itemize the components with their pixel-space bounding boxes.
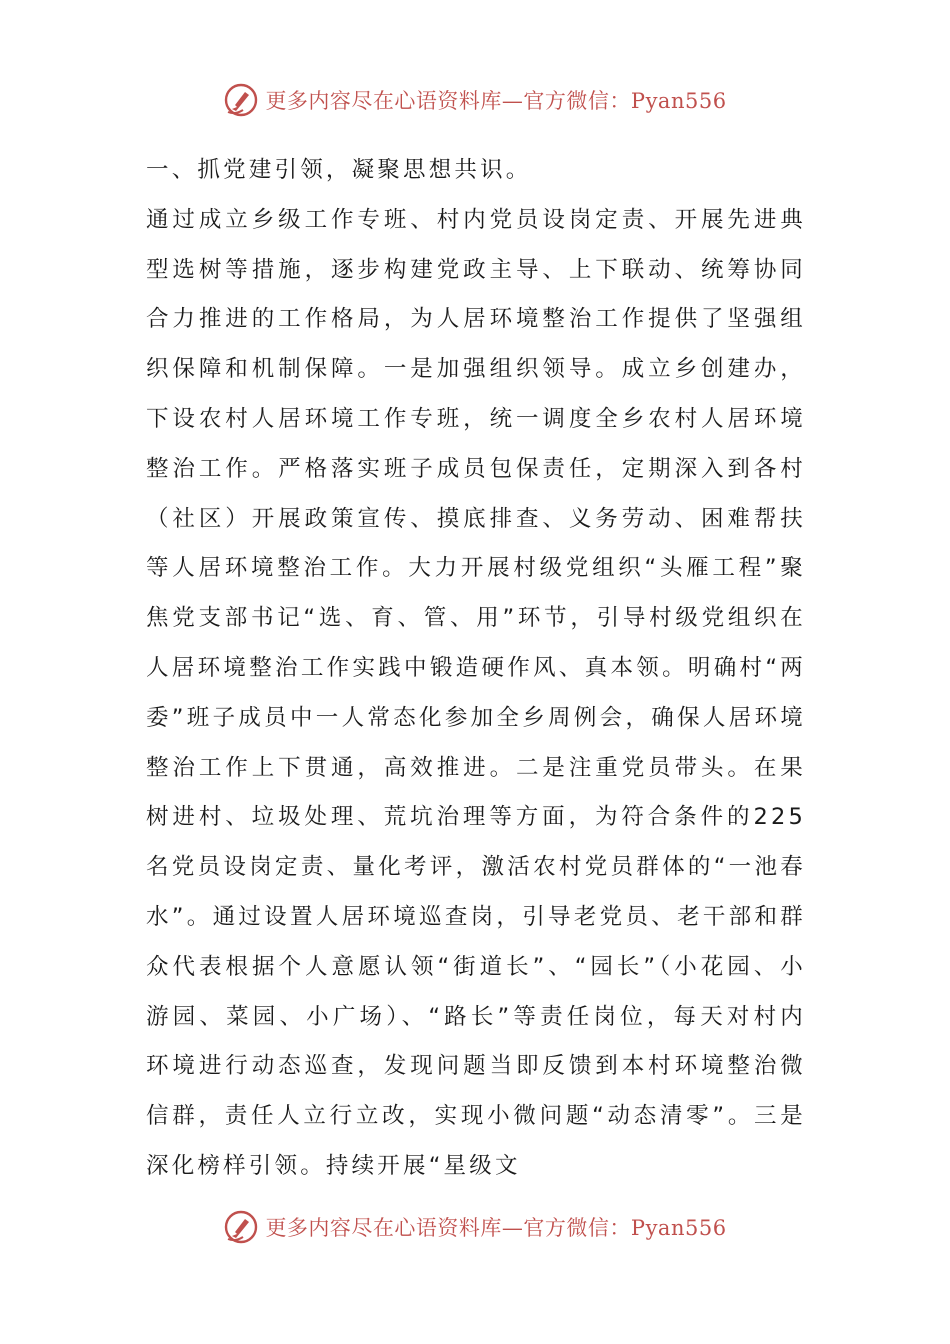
pen-nib-circle-icon	[223, 1209, 259, 1245]
footer-banner-text: 更多内容尽在心语资料库—官方微信：Pyan556	[265, 1216, 727, 1240]
header-banner-text: 更多内容尽在心语资料库—官方微信：Pyan556	[265, 89, 727, 113]
section-heading: 一、抓党建引领，凝聚思想共识。	[146, 157, 532, 183]
footer-banner	[0, 1209, 950, 1245]
body-paragraph: 通过成立乡级工作专班、村内党员设岗定责、开展先进典型选树等措施，逐步构建党政主导、上下联动、统筹协同合力推进的工作格局，为人居环境整治工作提供了坚强组织保障和机制保障。一是加强组织领导。成立乡创建办，下设农村人居环境工作专班，统一调度全乡农村人居环境整治工作。严格落实班子成员包保责任，定期深入到各村（社区）开展政策宣传、摸底排查、义务劳动、困难帮扶等人居环境整治工作。大力开展村级党组织“头雁工程”聚焦党支部书记“选、育、管、用”环节，引导村级党组织在人居环境整治工作实践中锻造硬作风、真本领。明确村“两委”班子成员中一人常态化参加全乡周例会，确保人居环境整治工作上下贯通，高效推进。二是注重党员带头。在果树进村、垃圾处理、荒坑治理等方面，为符合条件的225名党员设岗定责、量化考评，激活农村党员群体的“一池春水”。通过设置人居环境巡查岗，引导老党员、老干部和群众代表根据个人意愿认领“街道长”、“园长”（小花园、小游园、菜园、小广场）、“路长”等责任岗位，每天对村内环境进行动态巡查，发现问题当即反馈到本村环境整治微信群，责任人立行立改，实现小微问题“动态清零”。三是深化榜样引领。持续开展“星级文	[146, 206, 806, 1179]
document-body	[146, 146, 806, 1192]
pen-nib-circle-icon	[223, 82, 259, 118]
header-banner	[0, 82, 950, 118]
